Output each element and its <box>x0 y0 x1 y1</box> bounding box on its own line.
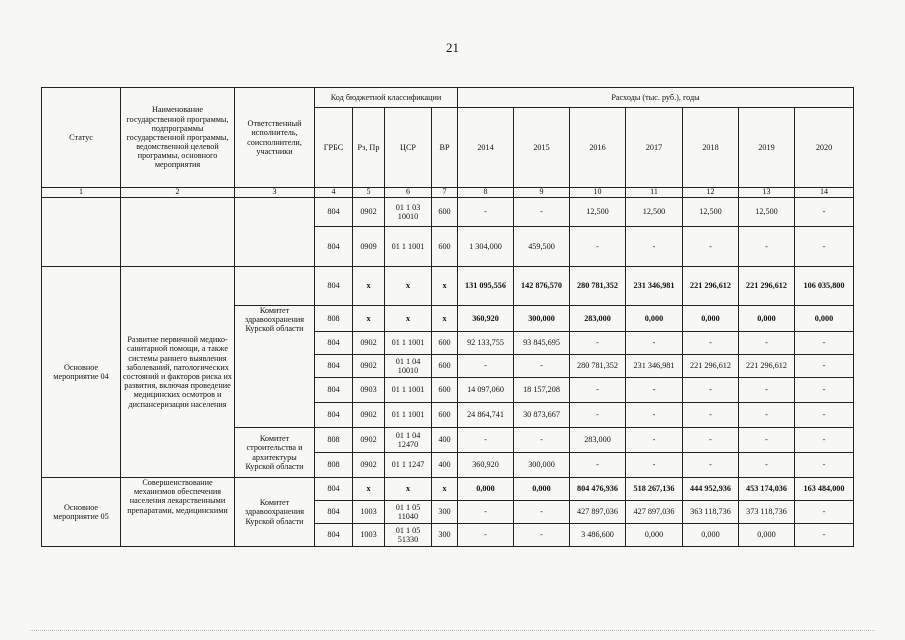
expense-cell: - <box>570 403 626 428</box>
executor-cell: Комитет строительства и архитектуры Курской области <box>235 428 315 478</box>
expense-cell: - <box>626 403 683 428</box>
header-year: 2014 <box>458 108 514 188</box>
code-cell: 0903 <box>353 378 385 403</box>
header-year: 2018 <box>683 108 739 188</box>
column-number: 9 <box>514 188 570 198</box>
code-cell: х <box>385 306 432 332</box>
expense-cell: 18 157,208 <box>514 378 570 403</box>
expense-cell: 0,000 <box>683 524 739 547</box>
column-number: 10 <box>570 188 626 198</box>
code-cell: х <box>385 478 432 501</box>
expense-cell: - <box>570 453 626 478</box>
expense-cell: - <box>514 501 570 524</box>
code-cell: 01 1 1001 <box>385 227 432 267</box>
expense-cell: - <box>795 524 854 547</box>
expense-cell: 221 296,612 <box>739 355 795 378</box>
expense-cell: 300,000 <box>514 453 570 478</box>
column-number: 14 <box>795 188 854 198</box>
code-cell: 804 <box>315 227 353 267</box>
column-number: 7 <box>432 188 458 198</box>
expense-cell: - <box>570 378 626 403</box>
name-cell: Развитие первичной медико-санитарной помощи, а также системы раннего выявления заболеваний, патологических состояний и факторов риска их развития, включая проведение медицинских осмотров и диспансеризации населения <box>121 267 235 478</box>
status-cell: Основное мероприятие 05 <box>42 478 121 547</box>
expense-cell: - <box>739 453 795 478</box>
expense-cell: - <box>739 378 795 403</box>
expense-cell: - <box>739 332 795 355</box>
code-cell: 01 1 05 51330 <box>385 524 432 547</box>
code-cell: 01 1 03 10010 <box>385 198 432 227</box>
expense-cell: - <box>795 403 854 428</box>
expense-cell: 0,000 <box>626 306 683 332</box>
expense-cell: 0,000 <box>514 478 570 501</box>
budget-table <box>41 87 854 547</box>
column-number: 11 <box>626 188 683 198</box>
code-cell: 0902 <box>353 198 385 227</box>
header-rzpr: Рз, Пр <box>353 108 385 188</box>
status-cell-empty <box>42 198 121 267</box>
executor-cell: Комитет здравоохранения Курской области <box>235 478 315 547</box>
code-cell: х <box>432 306 458 332</box>
code-cell: 804 <box>315 378 353 403</box>
expense-cell: 360,920 <box>458 306 514 332</box>
expense-cell: 373 118,736 <box>739 501 795 524</box>
expense-cell: - <box>795 501 854 524</box>
code-cell: 804 <box>315 403 353 428</box>
code-cell: 804 <box>315 478 353 501</box>
expense-cell: - <box>514 355 570 378</box>
expense-cell: 280 781,352 <box>570 355 626 378</box>
expense-cell: 300,000 <box>514 306 570 332</box>
code-cell: 600 <box>432 355 458 378</box>
code-cell: 01 1 1247 <box>385 453 432 478</box>
executor-cell-empty <box>235 198 315 267</box>
expense-cell: - <box>626 332 683 355</box>
code-cell: х <box>353 478 385 501</box>
code-cell: 01 1 05 11040 <box>385 501 432 524</box>
code-cell: 1003 <box>353 524 385 547</box>
expense-cell: - <box>683 403 739 428</box>
code-cell: 804 <box>315 267 353 306</box>
name-cell-empty <box>121 198 235 267</box>
expense-cell: - <box>514 524 570 547</box>
expense-cell: - <box>795 453 854 478</box>
code-cell: 600 <box>432 403 458 428</box>
column-number: 1 <box>42 188 121 198</box>
column-numbers-row <box>42 188 854 198</box>
expense-cell: - <box>458 355 514 378</box>
expense-cell: 231 346,981 <box>626 267 683 306</box>
code-cell: 0902 <box>353 332 385 355</box>
expense-cell: 231 346,981 <box>626 355 683 378</box>
expense-cell: - <box>683 453 739 478</box>
header-vr: ВР <box>432 108 458 188</box>
expense-cell: - <box>739 403 795 428</box>
expense-cell: - <box>570 227 626 267</box>
code-cell: х <box>385 267 432 306</box>
header-year: 2016 <box>570 108 626 188</box>
table-row <box>42 478 854 501</box>
code-cell: 808 <box>315 306 353 332</box>
scan-edge-line <box>30 630 875 632</box>
header-year: 2019 <box>739 108 795 188</box>
code-cell: 400 <box>432 453 458 478</box>
expense-cell: 518 267,136 <box>626 478 683 501</box>
expense-cell: 131 095,556 <box>458 267 514 306</box>
expense-cell: 427 897,036 <box>626 501 683 524</box>
code-cell: 0902 <box>353 428 385 453</box>
expense-cell: 12,500 <box>626 198 683 227</box>
expense-cell: - <box>683 378 739 403</box>
expense-cell: - <box>795 198 854 227</box>
code-cell: 400 <box>432 428 458 453</box>
code-cell: 808 <box>315 453 353 478</box>
code-cell: 600 <box>432 332 458 355</box>
expense-cell: - <box>514 428 570 453</box>
expense-cell: - <box>458 524 514 547</box>
expense-cell: - <box>626 378 683 403</box>
expense-cell: 1 304,000 <box>458 227 514 267</box>
expense-cell: 163 484,000 <box>795 478 854 501</box>
header-csr: ЦСР <box>385 108 432 188</box>
expense-cell: 12,500 <box>683 198 739 227</box>
expense-cell: - <box>739 227 795 267</box>
code-cell: 300 <box>432 524 458 547</box>
expense-cell: 363 118,736 <box>683 501 739 524</box>
expense-cell: 459,500 <box>514 227 570 267</box>
expense-cell: - <box>683 428 739 453</box>
expense-cell: - <box>626 428 683 453</box>
code-cell: 0902 <box>353 355 385 378</box>
expense-cell: - <box>795 332 854 355</box>
code-cell: 804 <box>315 355 353 378</box>
table-row <box>42 198 854 227</box>
expense-cell: 804 476,936 <box>570 478 626 501</box>
expense-cell: 0,000 <box>739 306 795 332</box>
code-cell: 01 1 1001 <box>385 378 432 403</box>
expense-cell: 0,000 <box>683 306 739 332</box>
code-cell: 0902 <box>353 453 385 478</box>
expense-cell: 283,000 <box>570 428 626 453</box>
code-cell: 1003 <box>353 501 385 524</box>
header-grbs: ГРБС <box>315 108 353 188</box>
column-number: 12 <box>683 188 739 198</box>
header-year: 2017 <box>626 108 683 188</box>
expense-cell: 221 296,612 <box>683 355 739 378</box>
column-number: 13 <box>739 188 795 198</box>
status-cell: Основное мероприятие 04 <box>42 267 121 478</box>
expense-cell: - <box>626 453 683 478</box>
expense-cell: 427 897,036 <box>570 501 626 524</box>
expense-cell: 93 845,695 <box>514 332 570 355</box>
expense-cell: - <box>570 332 626 355</box>
expense-cell: 142 876,570 <box>514 267 570 306</box>
expense-cell: - <box>458 428 514 453</box>
expense-cell: 106 035,800 <box>795 267 854 306</box>
executor-cell-empty <box>235 267 315 306</box>
executor-cell: Комитет здравоохранения Курской области <box>235 306 315 428</box>
code-cell: х <box>432 267 458 306</box>
expense-cell: - <box>626 227 683 267</box>
code-cell: 01 1 04 10010 <box>385 355 432 378</box>
code-cell: 600 <box>432 227 458 267</box>
column-number: 3 <box>235 188 315 198</box>
code-cell: х <box>432 478 458 501</box>
expense-cell: - <box>458 198 514 227</box>
code-cell: 804 <box>315 501 353 524</box>
table-row <box>42 267 854 306</box>
expense-cell: 30 873,667 <box>514 403 570 428</box>
expense-cell: 453 174,036 <box>739 478 795 501</box>
code-cell: 01 1 1001 <box>385 332 432 355</box>
column-number: 2 <box>121 188 235 198</box>
expense-cell: 221 296,612 <box>683 267 739 306</box>
expense-cell: 283,000 <box>570 306 626 332</box>
code-cell: 0909 <box>353 227 385 267</box>
expense-cell: - <box>795 355 854 378</box>
column-number: 4 <box>315 188 353 198</box>
expense-cell: - <box>458 501 514 524</box>
expense-cell: 3 486,600 <box>570 524 626 547</box>
expense-cell: 0,000 <box>739 524 795 547</box>
expense-cell: 0,000 <box>626 524 683 547</box>
header-year: 2015 <box>514 108 570 188</box>
code-cell: 808 <box>315 428 353 453</box>
code-cell: 804 <box>315 332 353 355</box>
expense-cell: - <box>739 428 795 453</box>
column-number: 5 <box>353 188 385 198</box>
expense-cell: 24 864,741 <box>458 403 514 428</box>
code-cell: 600 <box>432 378 458 403</box>
expense-cell: - <box>683 332 739 355</box>
name-cell: Совершенствование механизмов обеспечения населения лекарственными препаратами, медицинскими <box>121 478 235 547</box>
expense-cell: - <box>514 198 570 227</box>
header-name: Наименование государственной программы, подпрограммы государственной программы, ведомственной целевой программы, основного мероприятия <box>121 88 235 188</box>
page-number: 21 <box>446 40 459 55</box>
expense-cell: 92 133,755 <box>458 332 514 355</box>
code-cell: 01 1 1001 <box>385 403 432 428</box>
code-cell: х <box>353 306 385 332</box>
header-executor: Ответственный исполнитель, соисполнители, участники <box>235 88 315 188</box>
expense-cell: 0,000 <box>458 478 514 501</box>
code-cell: 600 <box>432 198 458 227</box>
expense-cell: - <box>795 227 854 267</box>
expense-cell: 360,920 <box>458 453 514 478</box>
expense-cell: 444 952,936 <box>683 478 739 501</box>
expense-cell: 0,000 <box>795 306 854 332</box>
code-cell: х <box>353 267 385 306</box>
expense-cell: 14 097,060 <box>458 378 514 403</box>
code-cell: 804 <box>315 198 353 227</box>
header-expenses: Расходы (тыс. руб.), годы <box>458 88 854 108</box>
code-cell: 0902 <box>353 403 385 428</box>
column-number: 8 <box>458 188 514 198</box>
code-cell: 300 <box>432 501 458 524</box>
expense-cell: 280 781,352 <box>570 267 626 306</box>
expense-cell: - <box>795 428 854 453</box>
expense-cell: - <box>795 378 854 403</box>
expense-cell: 221 296,612 <box>739 267 795 306</box>
header-bk-code: Код бюджетной классификации <box>315 88 458 108</box>
column-number: 6 <box>385 188 432 198</box>
expense-cell: 12,500 <box>570 198 626 227</box>
code-cell: 804 <box>315 524 353 547</box>
header-status: Статус <box>42 88 121 188</box>
header-year: 2020 <box>795 108 854 188</box>
expense-cell: 12,500 <box>739 198 795 227</box>
code-cell: 01 1 04 12470 <box>385 428 432 453</box>
expense-cell: - <box>683 227 739 267</box>
